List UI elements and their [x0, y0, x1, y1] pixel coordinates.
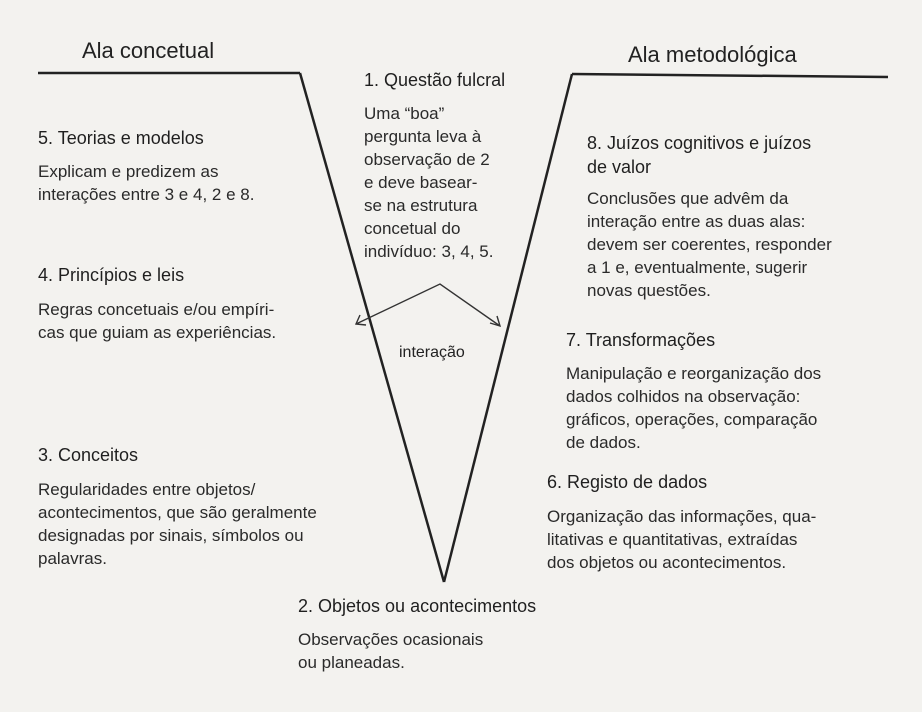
text-line: litativas e quantitativas, extraídas [547, 530, 798, 549]
objects-heading: 2. Objetos ou acontecimentos [298, 596, 537, 616]
text-line: devem ser coerentes, responder [587, 235, 832, 254]
transformations-heading: 7. Transformações [566, 330, 716, 350]
text-line: Uma “boa” [364, 104, 445, 123]
focus-question-text [364, 102, 493, 263]
records-text [547, 505, 816, 574]
concepts-text [38, 478, 317, 570]
text-line: de dados. [566, 433, 641, 452]
concepts-heading: 3. Conceitos [38, 445, 139, 465]
text-line: Regras concetuais e/ou empíri- [38, 300, 275, 319]
text-line: Organização das informações, qua- [547, 507, 817, 526]
heading-line: 8. Juízos cognitivos e juízos [587, 133, 812, 153]
judgments-text [587, 187, 832, 302]
text-line: gráficos, operações, comparação [566, 410, 818, 429]
text-line: interações entre 3 e 4, 2 e 8. [38, 185, 255, 204]
text-line: ou planeadas. [298, 653, 405, 672]
text-line: designadas por sinais, símbolos ou [38, 526, 304, 545]
right-wing-title: Ala metodológica [628, 42, 797, 67]
text-line: Explicam e predizem as [38, 162, 219, 181]
interaction-label: interação [399, 344, 465, 361]
text-line: a 1 e, eventualmente, sugerir [587, 258, 808, 277]
text-line: concetual do [364, 219, 461, 238]
objects-text [298, 628, 483, 674]
text-line: observação de 2 [364, 150, 490, 169]
text-line: dos objetos ou acontecimentos. [547, 553, 787, 572]
left-wing-title: Ala concetual [82, 38, 215, 63]
text-line: pergunta leva à [364, 127, 482, 146]
judgments-heading [587, 131, 811, 179]
text-line: interação entre as duas alas: [587, 212, 806, 231]
theories-heading: 5. Teorias e modelos [38, 128, 204, 148]
text-line: indivíduo: 3, 4, 5. [364, 242, 494, 261]
text-line: Manipulação e reorganização dos [566, 364, 822, 383]
right-wing-rule [572, 74, 888, 77]
interaction-arrows [356, 284, 500, 326]
text-line: cas que guiam as experiências. [38, 323, 277, 342]
text-line: e deve basear- [364, 173, 478, 192]
text-line: se na estrutura [364, 196, 478, 215]
text-line: Conclusões que advêm da [587, 189, 789, 208]
text-line: palavras. [38, 549, 107, 568]
text-line: Observações ocasionais [298, 630, 484, 649]
text-line: novas questões. [587, 281, 711, 300]
records-heading: 6. Registo de dados [547, 472, 708, 492]
text-line: Regularidades entre objetos/ [38, 480, 256, 499]
principles-text [38, 298, 276, 344]
theories-text [38, 160, 254, 206]
heading-line: de valor [587, 157, 652, 177]
text-line: acontecimentos, que são geralmente [38, 503, 317, 522]
principles-heading: 4. Princípios e leis [38, 265, 185, 285]
transformations-text [566, 362, 821, 454]
focus-question-heading: 1. Questão fulcral [364, 70, 506, 90]
text-line: dados colhidos na observação: [566, 387, 801, 406]
